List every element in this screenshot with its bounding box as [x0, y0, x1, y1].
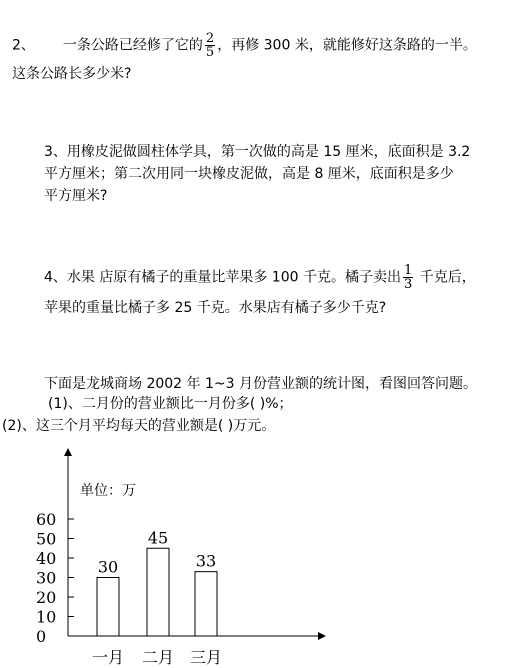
- bar-data-label: 45: [147, 528, 169, 548]
- q3-line3: 平方厘米?: [44, 188, 108, 204]
- x-axis-arrow: [318, 632, 326, 640]
- q3-line2: 平方厘米；第二次用同一块橡皮泥做，高是 8 厘米，底面积是多少: [44, 166, 454, 182]
- q5-sub1: (1)、二月份的营业额比一月份多( )%；: [48, 396, 293, 412]
- y-tick-label: 60: [36, 510, 57, 529]
- q2-text-before: 一条公路已经修了它的: [62, 37, 203, 54]
- bar: [195, 572, 217, 636]
- x-category-label: 三月: [189, 648, 223, 667]
- bar: [97, 578, 119, 637]
- x-category-label: 一月: [91, 648, 125, 667]
- q4-line2: 苹果的重量比橘子多 25 千克。水果店有橘子多少千克?: [44, 300, 387, 316]
- q2-number: 2、: [12, 37, 35, 54]
- y-tick-label: 0: [36, 627, 47, 646]
- unit-label: 单位：万: [80, 483, 136, 499]
- q4-frac-denominator: 3: [403, 277, 413, 292]
- x-category-label: 二月: [141, 648, 175, 667]
- bar: [147, 548, 169, 636]
- q3-line1: 3、用橡皮泥做圆柱体学具，第一次做的高是 15 厘米，底面积是 3.2: [44, 144, 471, 160]
- y-tick-label: 30: [36, 568, 57, 588]
- y-tick-label: 20: [36, 588, 57, 607]
- q4-text-before: 4、水果 店原有橘子的重量比苹果多 100 千克。橘子卖出: [44, 269, 401, 286]
- y-tick-label: 10: [36, 607, 57, 627]
- y-axis-arrow: [64, 448, 72, 456]
- y-tick-label: 50: [36, 529, 57, 549]
- q2-frac-denominator: 5: [205, 45, 215, 60]
- q2-frac-numerator: 2: [205, 31, 215, 46]
- bar-data-label: 33: [195, 551, 217, 571]
- q2-line2: 这条公路长多少米?: [12, 66, 132, 82]
- q5-sub2: (2)、这三个月平均每天的营业额是( )万元。: [2, 418, 276, 434]
- q5-intro: 下面是龙城商场 2002 年 1~3 月份营业额的统计图，看图回答问题。: [44, 376, 477, 392]
- q4-text-after: 千克后，: [415, 269, 476, 286]
- y-tick-label: 40: [36, 549, 57, 568]
- bar-data-label: 30: [97, 557, 119, 577]
- q2-text-after: ，再修 300 米，就能修好这条路的一半。: [217, 37, 477, 54]
- q4-frac-numerator: 1: [403, 263, 413, 278]
